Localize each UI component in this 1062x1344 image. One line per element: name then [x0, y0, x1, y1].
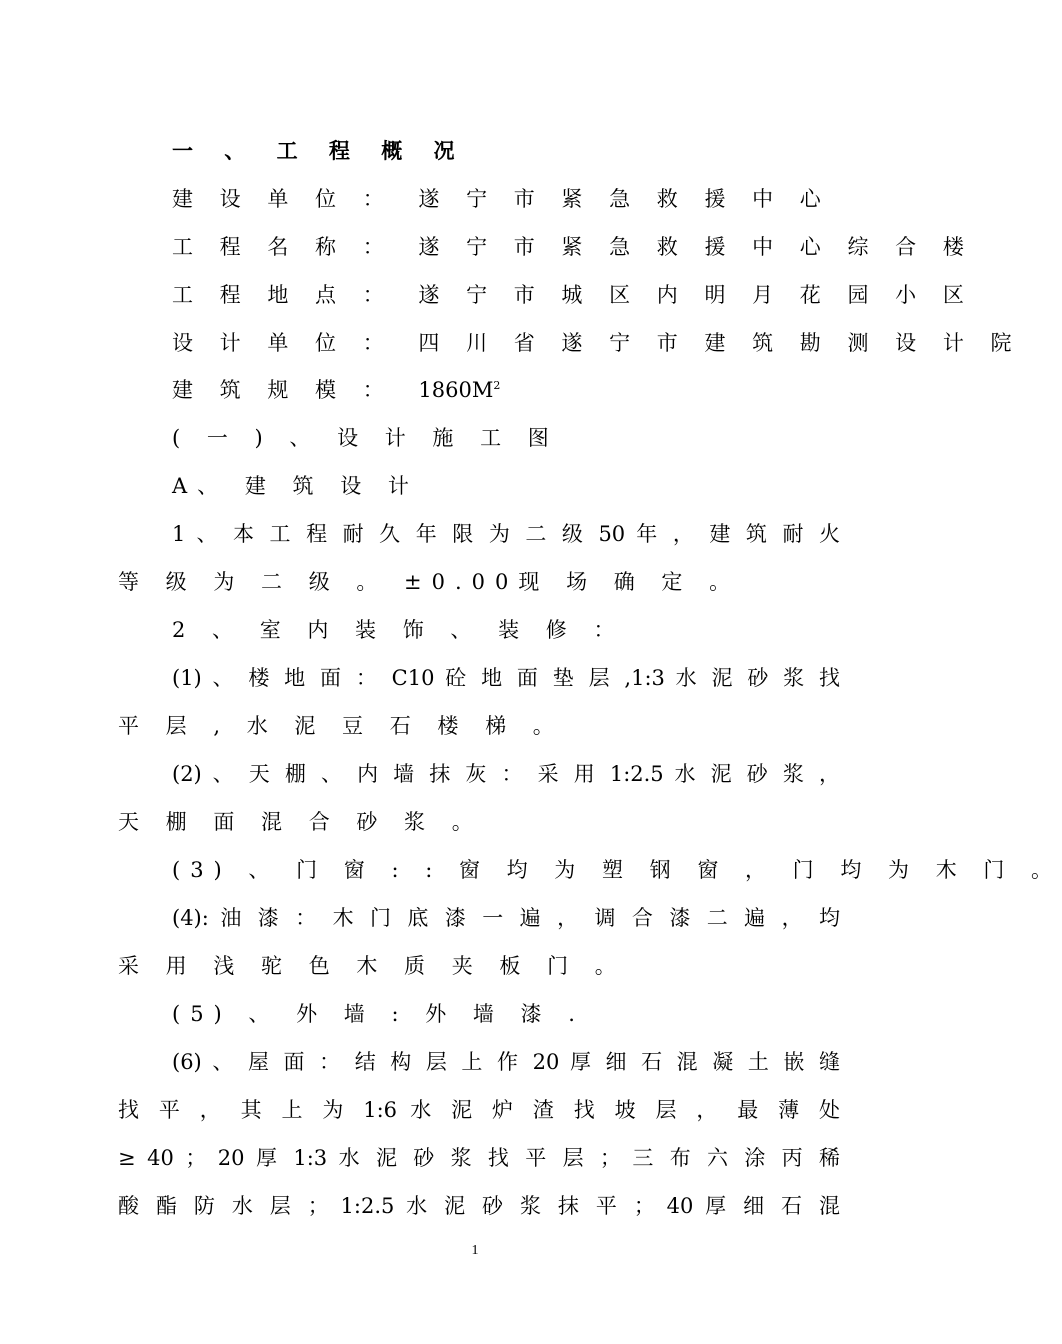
client-value: 遂 宁 市 紧 急 救 援 中 心	[418, 187, 831, 211]
body-line: ≥ 40 ； 20 厚 1:3 水 泥 砂 浆 找 平 层 ； 三 布 六 涂 丙 稀	[118, 1146, 840, 1170]
body-line: 采 用 浅 驼 色 木 质 夹 板 门 。	[118, 954, 626, 978]
location-row	[172, 280, 974, 310]
body-line: (4): 油 漆 ： 木 门 底 漆 一 遍 ， 调 合 漆 二 遍 ， 均	[172, 906, 840, 930]
project-row	[172, 232, 974, 262]
location-value: 遂 宁 市 城 区 内 明 月 花 园 小 区	[418, 283, 974, 307]
section-title: 一 、 工 程 概 况	[172, 138, 467, 163]
designer-label: 设 计 单 位 ：	[172, 331, 394, 355]
part-a-title: A、 建 筑 设 计	[172, 474, 419, 498]
body-line: 1 、 本 工 程 耐 久 年 限 为 二 级 50 年 ， 建 筑 耐 火	[172, 522, 840, 546]
designer-row	[172, 328, 1022, 358]
subsection-title: ( 一 ) 、 设 计 施 工 图	[172, 426, 559, 450]
body-line: 等 级 为 二 级 。 ±0.00现 场 确 定 。	[118, 570, 741, 594]
body-line: 酸 酯 防 水 层 ； 1:2.5 水 泥 砂 浆 抹 平 ； 40 厚 细 石 混	[118, 1194, 840, 1218]
scale-superscript: 2	[493, 379, 501, 392]
scale-value: 1860M	[418, 378, 494, 402]
body-line: (5) 、 外 墙 : 外 墙 漆 .	[172, 1002, 585, 1026]
designer-value: 四 川 省 遂 宁 市 建 筑 勘 测 设 计 院	[418, 331, 1022, 355]
body-line: (3) 、 门 窗 : : 窗 均 为 塑 钢 窗 ， 门 均 为 木 门 。	[172, 858, 1062, 882]
client-row	[172, 184, 840, 214]
body-line: 找 平 ， 其 上 为 1:6 水 泥 炉 渣 找 坡 层 ， 最 薄 处	[118, 1098, 840, 1122]
page-number: 1	[471, 1243, 479, 1258]
project-label: 工 程 名 称 ：	[172, 235, 394, 259]
body-line: (1) 、 楼 地 面 ： C10 砼 地 面 垫 层 ,1:3 水 泥 砂 浆 找	[172, 666, 840, 690]
project-value: 遂 宁 市 紧 急 救 援 中 心 综 合 楼	[418, 235, 974, 259]
scale-row	[172, 375, 840, 405]
body-line: 2 、 室 内 装 饰 、 装 修 ：	[172, 618, 625, 642]
location-label: 工 程 地 点 ：	[172, 283, 394, 307]
body-line: (2) 、 天 棚 、 内 墙 抹 灰 ： 采 用 1:2.5 水 泥 砂 浆 ，	[172, 762, 840, 786]
body-line: 天 棚 面 混 合 砂 浆 。	[118, 810, 483, 834]
client-label: 建 设 单 位 ：	[172, 187, 394, 211]
body-line: 平 层 , 水 泥 豆 石 楼 梯 。	[118, 714, 564, 738]
body-line: (6) 、 屋 面 ： 结 构 层 上 作 20 厚 细 石 混 凝 土 嵌 缝	[172, 1050, 840, 1074]
scale-label: 建 筑 规 模 ：	[172, 378, 394, 402]
